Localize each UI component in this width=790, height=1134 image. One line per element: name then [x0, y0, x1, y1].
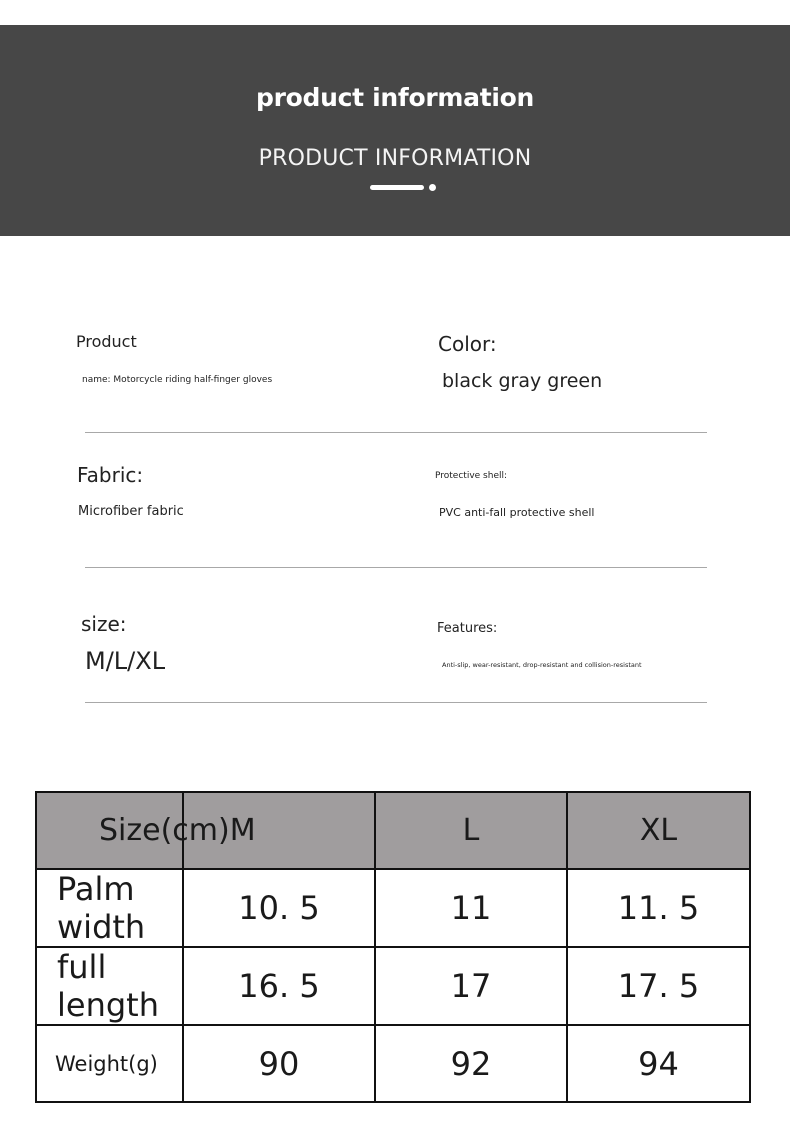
page-title: product information [255, 83, 535, 112]
table-cell: 17 [375, 947, 567, 1025]
table-row [36, 869, 750, 947]
fabric-value: Microfiber fabric [78, 504, 184, 519]
header-banner [0, 25, 790, 236]
divider-3 [85, 702, 707, 703]
page-subtitle: PRODUCT INFORMATION [258, 146, 532, 171]
size-header-m: Size(cm)M [99, 813, 256, 848]
fabric-label: Fabric: [77, 463, 144, 487]
product-label: Product [76, 332, 137, 351]
size-label: size: [81, 612, 127, 636]
table-cell: 16. 5 [183, 947, 375, 1025]
row-label-palm-width: Palm width [36, 869, 183, 947]
size-chart-table [35, 791, 751, 1103]
table-cell: 94 [567, 1025, 750, 1102]
table-cell: 17. 5 [567, 947, 750, 1025]
color-value: black gray green [442, 370, 603, 392]
features-label: Features: [437, 621, 498, 636]
features-value: Anti-slip, wear-resistant, drop-resistant and collision-resistant [442, 661, 642, 669]
row-label-full-length: full length [36, 947, 183, 1025]
table-cell: 92 [375, 1025, 567, 1102]
size-chart-corner-cell [36, 792, 375, 869]
table-row [36, 947, 750, 1025]
color-label: Color: [438, 332, 497, 356]
table-cell: 11. 5 [567, 869, 750, 947]
shell-label: Protective shell: [435, 471, 508, 481]
size-header-xl: XL [567, 792, 750, 869]
table-cell: 90 [183, 1025, 375, 1102]
shell-value: PVC anti-fall protective shell [439, 506, 595, 519]
title-underline-dash [370, 185, 424, 190]
divider-1 [85, 432, 707, 433]
size-header-l: L [375, 792, 567, 869]
table-cell: 11 [375, 869, 567, 947]
table-cell: 10. 5 [183, 869, 375, 947]
title-underline-dot [429, 184, 436, 191]
size-chart-header-row [36, 792, 750, 869]
divider-2 [85, 567, 707, 568]
product-value: name: Motorcycle riding half-finger gloves [82, 375, 273, 385]
row-label-weight: Weight(g) [36, 1025, 183, 1102]
table-row [36, 1025, 750, 1102]
size-value: M/L/XL [85, 647, 166, 675]
